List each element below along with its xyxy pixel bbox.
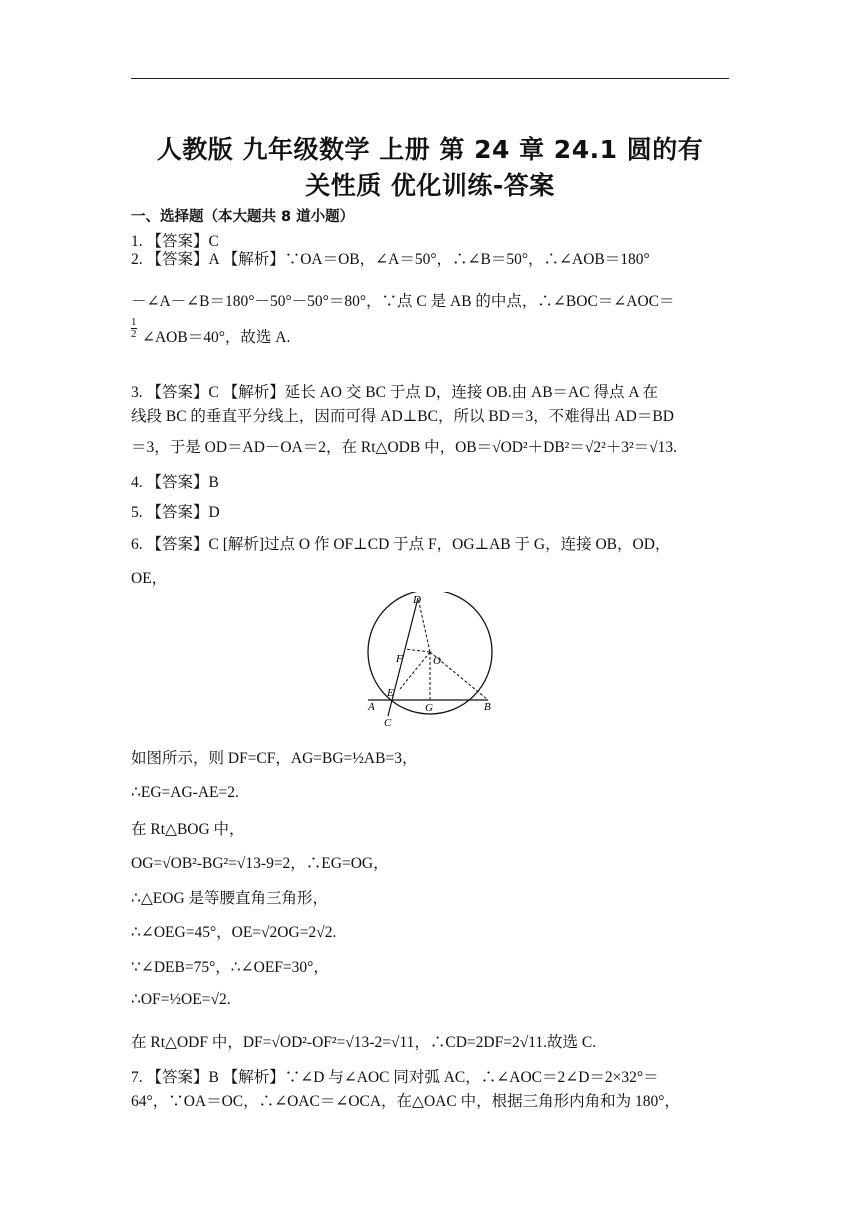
label-c: C	[384, 717, 392, 728]
answer-line-6c: 如图所示，则 DF=CF，AG=BG=½AB=3，	[131, 750, 418, 767]
answer-line-6: 6. 【答案】C [解析]过点 O 作 OF⊥CD 于点 F，OG⊥AB 于 G，连接 OB，OD，	[131, 536, 671, 553]
answer-line-3c: ＝3，于是 OD＝AD－OA＝2，在 Rt△ODB 中，OB＝√OD²＋DB²＝√2²＋3²＝√13.	[131, 439, 678, 456]
answer-line-3b: 线段 BC 的垂直平分线上，因而可得 AD⊥BC，所以 BD＝3，不难得出 AD＝BD	[131, 408, 674, 425]
fraction-half: $\frac{1}{2}$	[131, 316, 137, 340]
segment-oe	[400, 652, 430, 689]
segment-of	[405, 649, 430, 652]
answer-line-2c: ∠AOB＝40°，故选 A.	[142, 329, 291, 346]
answer-line-6b: OE，	[131, 570, 168, 587]
page-title-line1: 人教版 九年级数学 上册 第 24 章 24.1 圆的有	[156, 135, 704, 164]
section-heading: 一、选择题（本大题共 8 道小题）	[131, 209, 355, 225]
answer-line-6g: ∴△EOG 是等腰直角三角形，	[131, 890, 329, 907]
answer-line-6d: ∴EG=AG-AE=2.	[131, 784, 239, 801]
label-o: O	[433, 655, 441, 667]
label-e: E	[387, 687, 394, 699]
label-b: B	[484, 701, 491, 713]
answer-line-6i: ∵∠DEB=75°，∴∠OEF=30°，	[131, 959, 329, 976]
answer-line-7: 7. 【答案】B 【解析】∵∠D 与∠AOC 同对弧 AC，∴∠AOC＝2∠D＝2×32°＝	[131, 1069, 659, 1086]
answer-line-6k: 在 Rt△ODF 中，DF=√OD²-OF²=√13-2=√11，∴CD=2DF=2√11.故选 C.	[131, 1034, 597, 1051]
answer-line-6f: OG=√OB²-BG²=√13-9=2，∴EG=OG，	[131, 855, 389, 872]
answer-line-4: 4. 【答案】B	[131, 474, 219, 491]
answer-line-7b: 64°，∵OA＝OC，∴∠OAC＝∠OCA，在△OAC 中，根据三角形内角和为 180°，	[131, 1093, 680, 1110]
answer-line-6j: ∴OF=½OE=√2.	[131, 991, 231, 1008]
answer-line-2: 2. 【答案】A 【解析】∵OA＝OB，∠A＝50°，∴∠B＝50°，∴∠AOB＝180°	[131, 251, 650, 268]
label-g: G	[425, 702, 433, 714]
circle-diagram	[360, 592, 500, 728]
answer-line-3: 3. 【答案】C 【解析】延长 AO 交 BC 于点 D，连接 OB.由 AB＝AC 得点 A 在	[131, 384, 659, 401]
answer-line-6h: ∴∠OEG=45°，OE=√2OG=2√2.	[131, 924, 337, 941]
label-f: F	[396, 653, 403, 665]
top-rule	[131, 78, 729, 79]
answer-line-6e: 在 Rt△BOG 中，	[131, 821, 245, 838]
label-d: D	[413, 594, 421, 606]
segment-od	[418, 598, 430, 652]
label-a: A	[368, 701, 375, 713]
answer-line-5: 5. 【答案】D	[131, 504, 220, 521]
page-title-line2: 关性质 优化训练-答案	[305, 171, 555, 200]
answer-line-2b: －∠A－∠B＝180°－50°－50°＝80°，∵点 C 是 AB 的中点，∴∠BOC＝∠AOC＝	[131, 293, 675, 310]
answer-line-1: 1. 【答案】C	[131, 233, 219, 250]
